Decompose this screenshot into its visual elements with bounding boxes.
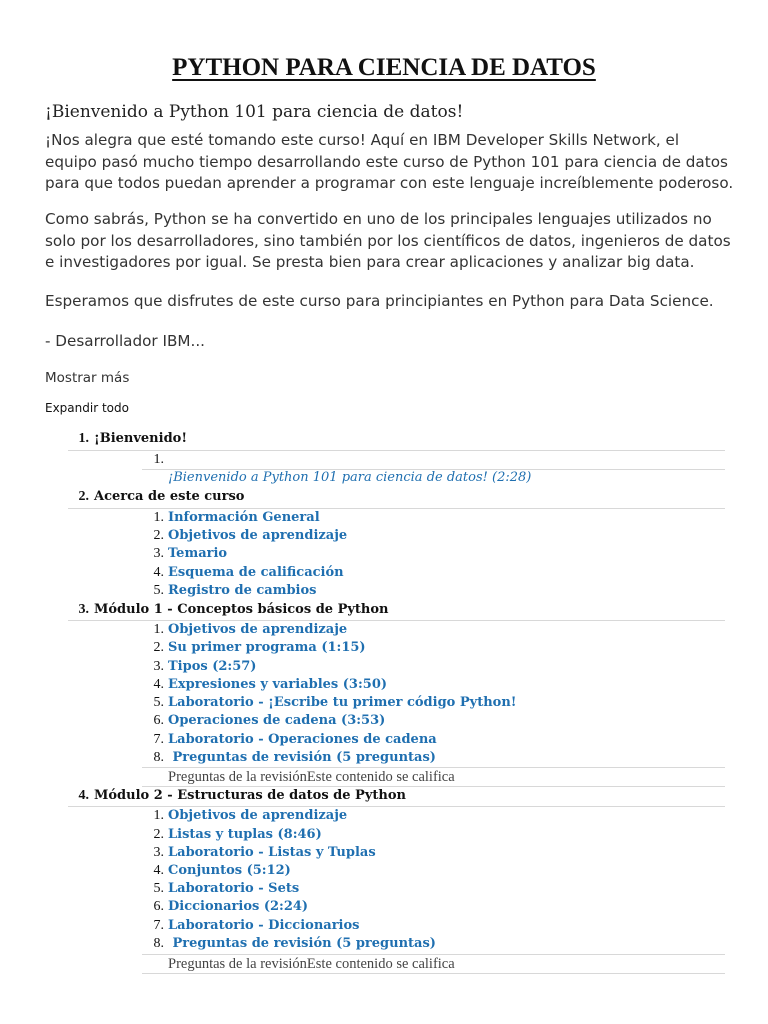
intro-paragraph: ¡Nos alegra que esté tomando este curso! Aquí en IBM Developer Skills Network, el equipo pasó mucho tiempo desarrollando este curso de Python 101 para ciencia de datos para que todos puedan aprender a programar con este lenguaje increíblemente poderoso. [45, 131, 734, 192]
item-number: 4. [153, 863, 164, 878]
item-number: 6. [153, 899, 164, 914]
page-title: PYTHON PARA CIENCIA DE DATOS [172, 54, 596, 81]
item-number: 2. [153, 827, 164, 842]
python-paragraph: Como sabrás, Python se ha convertido en uno de los principales lenguajes utilizados no solo por los desarrolladores, sino también por los científicos de datos, ingenieros de datos e investigadores por igual. Se presta bien para crear aplicaciones y analizar big data. [45, 210, 731, 271]
item-label: Su primer programa (1:15) [168, 640, 366, 655]
item-number: 4. [153, 565, 164, 580]
section-number: 4. [78, 788, 89, 803]
item-number: 4. [153, 677, 164, 692]
graded-note: Preguntas de la revisiónEste contenido se califica [168, 769, 455, 785]
item-number: 2. [153, 640, 164, 655]
section-title: Módulo 2 - Estructuras de datos de Python [94, 788, 406, 803]
item-number: 5. [153, 583, 164, 598]
section-number: 1. [78, 431, 89, 446]
item-label: Conjuntos (5:12) [168, 863, 291, 878]
show-more-link[interactable]: Mostrar más [45, 370, 130, 386]
item-label: Expresiones y variables (3:50) [168, 677, 388, 692]
item-number: 5. [153, 881, 164, 896]
item-label: Registro de cambios [168, 583, 317, 598]
section-number: 2. [78, 489, 89, 504]
item-label: ¡Bienvenido a Python 101 para ciencia de datos! (2:28) [168, 470, 532, 485]
item-label: Operaciones de cadena (3:53) [168, 713, 386, 728]
item-number: 5. [153, 695, 164, 710]
welcome-heading: ¡Bienvenido a Python 101 para ciencia de datos! [45, 102, 464, 122]
item-label: Preguntas de revisión (5 preguntas) [168, 750, 436, 765]
item-number: 3. [153, 659, 164, 674]
item-label: Laboratorio - ¡Escribe tu primer código Python! [168, 695, 517, 710]
item-label: Laboratorio - Sets [168, 881, 300, 896]
item-number: 3. [153, 546, 164, 561]
item-number: 1. [153, 808, 164, 823]
section-title: Módulo 1 - Conceptos básicos de Python [94, 602, 389, 617]
item-label: Objetivos de aprendizaje [168, 808, 348, 823]
item-number: 2. [153, 528, 164, 543]
item-label: Temario [168, 546, 228, 561]
item-label: Preguntas de revisión (5 preguntas) [168, 936, 436, 951]
item-label: Tipos (2:57) [168, 659, 257, 674]
item-number: 1. [153, 622, 164, 637]
signature: - Desarrollador IBM... [45, 332, 205, 350]
item-label: Laboratorio - Listas y Tuplas [168, 845, 376, 860]
item-label: Listas y tuplas (8:46) [168, 827, 322, 842]
item-number: 6. [153, 713, 164, 728]
item-label: Laboratorio - Operaciones de cadena [168, 732, 437, 747]
item-label: Laboratorio - Diccionarios [168, 918, 360, 933]
item-label: Información General [168, 510, 320, 525]
item-number: 7. [153, 732, 164, 747]
expand-all-link[interactable]: Expandir todo [45, 401, 129, 415]
item-number: 8. [153, 750, 164, 765]
item-number: 1. [153, 452, 164, 467]
item-number: 1. [153, 510, 164, 525]
item-number: 3. [153, 845, 164, 860]
section-title: Acerca de este curso [94, 489, 245, 504]
item-label: Objetivos de aprendizaje [168, 622, 348, 637]
section-title: ¡Bienvenido! [94, 431, 188, 446]
item-label: Diccionarios (2:24) [168, 899, 309, 914]
item-label: Esquema de calificación [168, 565, 344, 580]
enjoy-paragraph: Esperamos que disfrutes de este curso para principiantes en Python para Data Science. [45, 292, 714, 310]
item-number: 7. [153, 918, 164, 933]
graded-note: Preguntas de la revisiónEste contenido se califica [168, 956, 455, 972]
item-label: Objetivos de aprendizaje [168, 528, 348, 543]
section-number: 3. [78, 602, 89, 617]
item-number: 8. [153, 936, 164, 951]
